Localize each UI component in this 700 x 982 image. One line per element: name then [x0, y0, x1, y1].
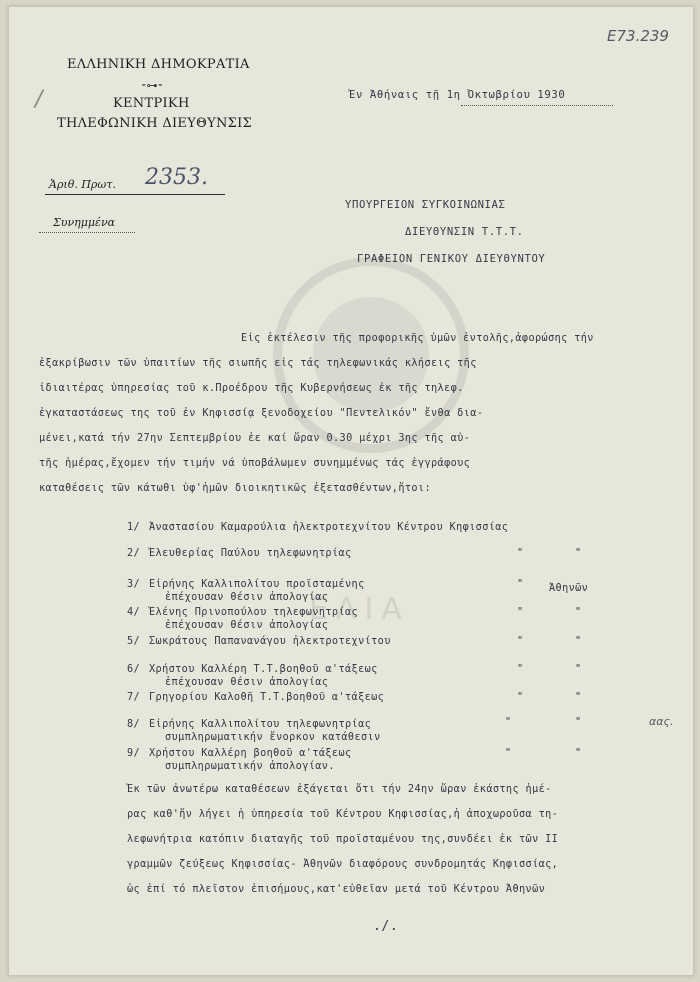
date-dotted-line: [461, 105, 613, 106]
witness-number: 4/: [127, 607, 141, 618]
attachments-dotted-line: [39, 232, 135, 233]
conclusion-line: ρας καθ'ἥν λήγει ἡ ὑπηρεσία τοῦ Κέντρου Κηφισσίας,ἡ ἀποχωροῦσα τη-: [127, 809, 559, 820]
witness-ditto: ": [517, 664, 524, 675]
letterhead-dept-line2: ΤΗΛΕΦΩΝΙΚΗ ΔΙΕΥΘΥΝΣΙΣ: [57, 116, 253, 131]
witness-text: Γρηγορίου Καλοθῆ Τ.Τ.βοηθοῦ α'τάξεως: [149, 692, 385, 703]
body-line: τῆς ἡμέρας,ἔχομεν τήν τιμήν νά ὑποβάλωμεν συνημμένως τάς ἐγγράφους: [39, 458, 471, 469]
body-line: ἐξακρίβωσιν τῶν ὑπαιτίων τῆς σιωπῆς εἰς τάς τηλεφωνικάς κλήσεις τῆς: [39, 358, 477, 369]
date-line: Ἐν Ἀθήναις τῇ 1η Ὀκτωβρίου 1930: [349, 89, 566, 101]
witness-text: Χρήστου Καλλέρη βοηθοῦ α'τάξεως: [149, 748, 352, 759]
witness-ditto: ": [575, 548, 582, 559]
witness-ditto: ": [505, 717, 512, 728]
witness-text: Ἐλευθερίας Παύλου τηλεφωνητρίας: [149, 548, 352, 559]
letterhead-ornament: ⁃⊶⁃: [141, 79, 163, 92]
conclusion-line: λεφωνήτρια κατόπιν διαταγῆς τοῦ προϊσταμένου της,συνδέει ἐκ τῶν ΙΙ: [127, 834, 559, 845]
witness-text: Ἑλένης Πρινοπούλου τηλεφωνητρίας: [149, 607, 359, 618]
protocol-number: 2353.: [145, 165, 208, 190]
witness-text: Εἰρήνης Καλλιπολίτου προϊσταμένης: [149, 579, 365, 590]
attachments-label: Συνημμένα: [53, 216, 116, 229]
witness-number: 2/: [127, 548, 141, 559]
witness-text-extra: ἐπέχουσαν θέσιν ἀπολογίας: [165, 592, 329, 603]
body-line: ἰδιαιτέρας ὑπηρεσίας τοῦ κ.Προέδρου τῆς Κυβερνήσεως ἐκ τῆς τηλεφ.: [39, 383, 464, 394]
witness-ditto: ": [575, 748, 582, 759]
witness-ditto: ": [517, 579, 524, 590]
witness-text-extra: ἐπέχουσαν θέσιν ἀπολογίας: [165, 620, 329, 631]
body-line: Εἰς ἐκτέλεσιν τῆς προφορικῆς ὑμῶν ἐντολῆς,ἀφορώσης τήν: [241, 333, 594, 344]
witness-ditto: ": [575, 664, 582, 675]
document-page: [8, 6, 694, 976]
letterhead-country: ΕΛΛΗΝΙΚΗ ΔΗΜΟΚΡΑΤΙΑ: [67, 57, 250, 72]
conclusion-line: γραμμῶν ζεύξεως Κηφισσίας- Ἀθηνῶν διαφόρους συνδρομητάς Κηφισσίας,: [127, 859, 559, 870]
body-line: μένει,κατά τήν 27ην Σεπτεμβρίου ἐε καί ὥραν 0.30 μέχρι 3ης τῆς αὐ-: [39, 433, 471, 444]
witness-ditto: ": [575, 636, 582, 647]
archive-handwritten-number: Ε73.239: [607, 27, 669, 45]
witness-location: Ἀθηνῶν: [549, 583, 589, 594]
watermark-text: ΕΛΙΑ: [309, 592, 410, 627]
witness-number: 1/: [127, 522, 141, 533]
witness-text: Εἰρήνης Καλλιπολίτου τηλεφωνητρίας: [149, 719, 372, 730]
margin-note: αας.: [649, 715, 674, 728]
recipient-ministry: ΥΠΟΥΡΓΕΙΟΝ ΣΥΓΚΟΙΝΩΝΙΑΣ: [345, 199, 506, 211]
witness-ditto: ": [575, 692, 582, 703]
recipient-office: ΓΡΑΦΕΙΟΝ ΓΕΝΙΚΟΥ ΔΙΕΥΘΥΝΤΟΥ: [357, 253, 546, 265]
conclusion-line: Ἐκ τῶν ἀνωτέρω καταθέσεων ἐξάγεται ὅτι τήν 24ην ὥραν ἑκάστης ἡμέ-: [127, 784, 552, 795]
witness-text: Χρήστου Καλλέρη Τ.Τ.βοηθοῦ α'τάξεως: [149, 664, 378, 675]
witness-number: 6/: [127, 664, 141, 675]
witness-text-extra: συμπληρωματικήν ἀπολογίαν.: [165, 761, 335, 772]
witness-text-extra: συμπληρωματικήν ἔνορκον κατάθεσιν: [165, 732, 381, 743]
witness-ditto: ": [517, 607, 524, 618]
protocol-underline: [45, 194, 225, 195]
witness-ditto: ": [575, 717, 582, 728]
watermark-seal-center: [313, 297, 429, 413]
conclusion-line: ὡς ἐπί τό πλεῖστον ἐπισήμους,κατ'εὐθεῖαν μετά τοῦ Κέντρου Ἀθηνῶν: [127, 884, 546, 895]
witness-number: 5/: [127, 636, 141, 647]
witness-ditto: ": [517, 636, 524, 647]
witness-number: 8/: [127, 719, 141, 730]
witness-ditto: ": [505, 748, 512, 759]
recipient-directorate: ΔΙΕΥΘΥΝΣΙΝ Τ.Τ.Τ.: [405, 226, 524, 238]
margin-pencil-mark: /: [35, 87, 43, 112]
witness-number: 3/: [127, 579, 141, 590]
letterhead-dept-line1: ΚΕΝΤΡΙΚΗ: [113, 96, 190, 111]
witness-text-extra: ἐπέχουσαν θέσιν ἀπολογίας: [165, 677, 329, 688]
witness-number: 9/: [127, 748, 141, 759]
witness-number: 7/: [127, 692, 141, 703]
witness-ditto: ": [575, 607, 582, 618]
witness-ditto: ": [517, 692, 524, 703]
witness-text: Σωκράτους Παπανανάγου ἠλεκτροτεχνίτου: [149, 636, 391, 647]
body-line: ἐγκαταστάσεως της τοῦ ἐν Κηφισσίᾳ ξενοδοχείου "Πεντελικόν" ἔνθα δια-: [39, 408, 484, 419]
protocol-label: Ἀριθ. Πρωτ.: [49, 178, 116, 191]
body-line: καταθέσεις τῶν κάτωθι ὑφ'ἡμῶν διοικητικῶς ἐξετασθέντων,ἤτοι:: [39, 483, 432, 494]
witness-text: Ἀναστασίου Καμαρούλια ἠλεκτροτεχνίτου Κέντρου Κηφισσίας: [149, 522, 509, 533]
witness-ditto: ": [517, 548, 524, 559]
continuation-mark: ./.: [373, 919, 399, 934]
